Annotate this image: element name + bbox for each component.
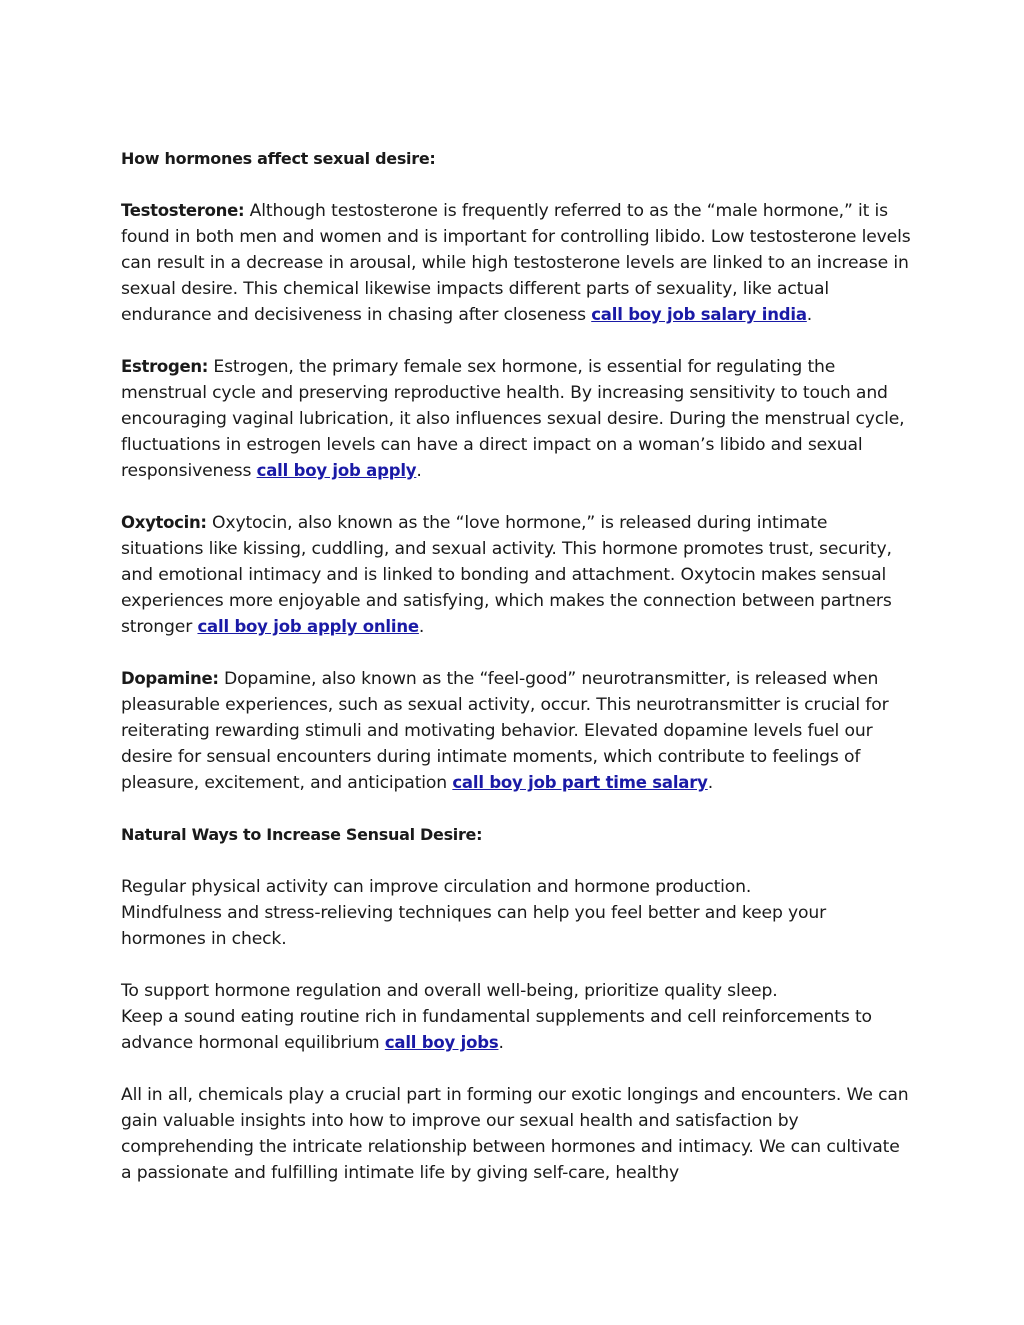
period: . [498,1033,504,1053]
term-dopamine: Dopamine: [121,669,219,688]
link-call-boy-job-part-time-salary[interactable]: call boy job part time salary [452,773,708,792]
text-natural-1-line2: Mindfulness and stress-relieving techniques can help you feel better and keep your hormones in check. [121,903,827,949]
paragraph-natural-2 [121,978,911,1056]
text-natural-1-line1: Regular physical activity can improve circulation and hormone production. [121,877,752,897]
text-dopamine: Dopamine, also known as the “feel-good” neurotransmitter, is released when pleasurable experiences, such as sexual activity, occur. This neurotransmitter is crucial for reiterating rewarding stimuli and motivating behavior. Elevated dopamine levels fuel our desire for sensual encounters during intimate moments, which contribute to feelings of pleasure, excitement, and anticipation [121,669,889,793]
link-call-boy-job-apply[interactable]: call boy job apply [256,461,417,480]
text-natural-2-line1: To support hormone regulation and overall well-being, prioritize quality sleep. [121,981,778,1001]
paragraph-oxytocin [121,510,911,640]
period: . [416,461,422,481]
period: . [707,773,714,793]
term-testosterone: Testosterone: [121,201,245,220]
link-call-boy-job-apply-online[interactable]: call boy job apply online [197,617,419,636]
period: . [418,617,425,637]
paragraph-estrogen [121,354,911,484]
heading-hormones: How hormones affect sexual desire: [121,149,436,168]
paragraph-conclusion: All in all, chemicals play a crucial part in forming our exotic longings and encounters. We can gain valuable insights into how to improve our sexual health and satisfaction by comprehending the intricate relationship between hormones and intimacy. We can cultivate a passionate and fulfilling intimate life by giving self-care, healthy [121,1085,909,1183]
paragraph-dopamine [121,666,911,796]
text-estrogen: Estrogen, the primary female sex hormone, is essential for regulating the menstrual cycle and preserving reproductive health. By increasing sensitivity to touch and encouraging vaginal lubrication, it also influences sexual desire. During the menstrual cycle, fluctuations in estrogen levels can have a direct impact on a woman’s libido and sexual responsiveness [121,357,905,481]
text-natural-2-line2: Keep a sound eating routine rich in fundamental supplements and cell reinforcements to advance hormonal equilibrium [121,1007,872,1053]
term-oxytocin: Oxytocin: [121,513,207,532]
paragraph-testosterone [121,198,911,328]
period: . [806,305,813,325]
link-call-boy-job-salary-india[interactable]: call boy job salary india [591,305,807,324]
text-oxytocin: Oxytocin, also known as the “love hormone,” is released during intimate situations like kissing, cuddling, and sexual activity. This hormone promotes trust, security, and emotional intimacy and is linked to bonding and attachment. Oxytocin makes sensual experiences more enjoyable and satisfying, which makes the connection between partners stronger [121,513,892,637]
paragraph-natural-1 [121,874,911,952]
term-estrogen: Estrogen: [121,357,209,376]
heading-natural-ways: Natural Ways to Increase Sensual Desire: [121,825,483,844]
document-body [121,146,911,1212]
text-testosterone: Although testosterone is frequently referred to as the “male hormone,” it is found in both men and women and is important for controlling libido. Low testosterone levels can result in a decrease in arousal, while high testosterone levels are linked to an increase in sexual desire. This chemical likewise impacts different parts of sexuality, like actual endurance and decisiveness in chasing after closeness [121,201,911,325]
link-call-boy-jobs[interactable]: call boy jobs [384,1033,499,1052]
